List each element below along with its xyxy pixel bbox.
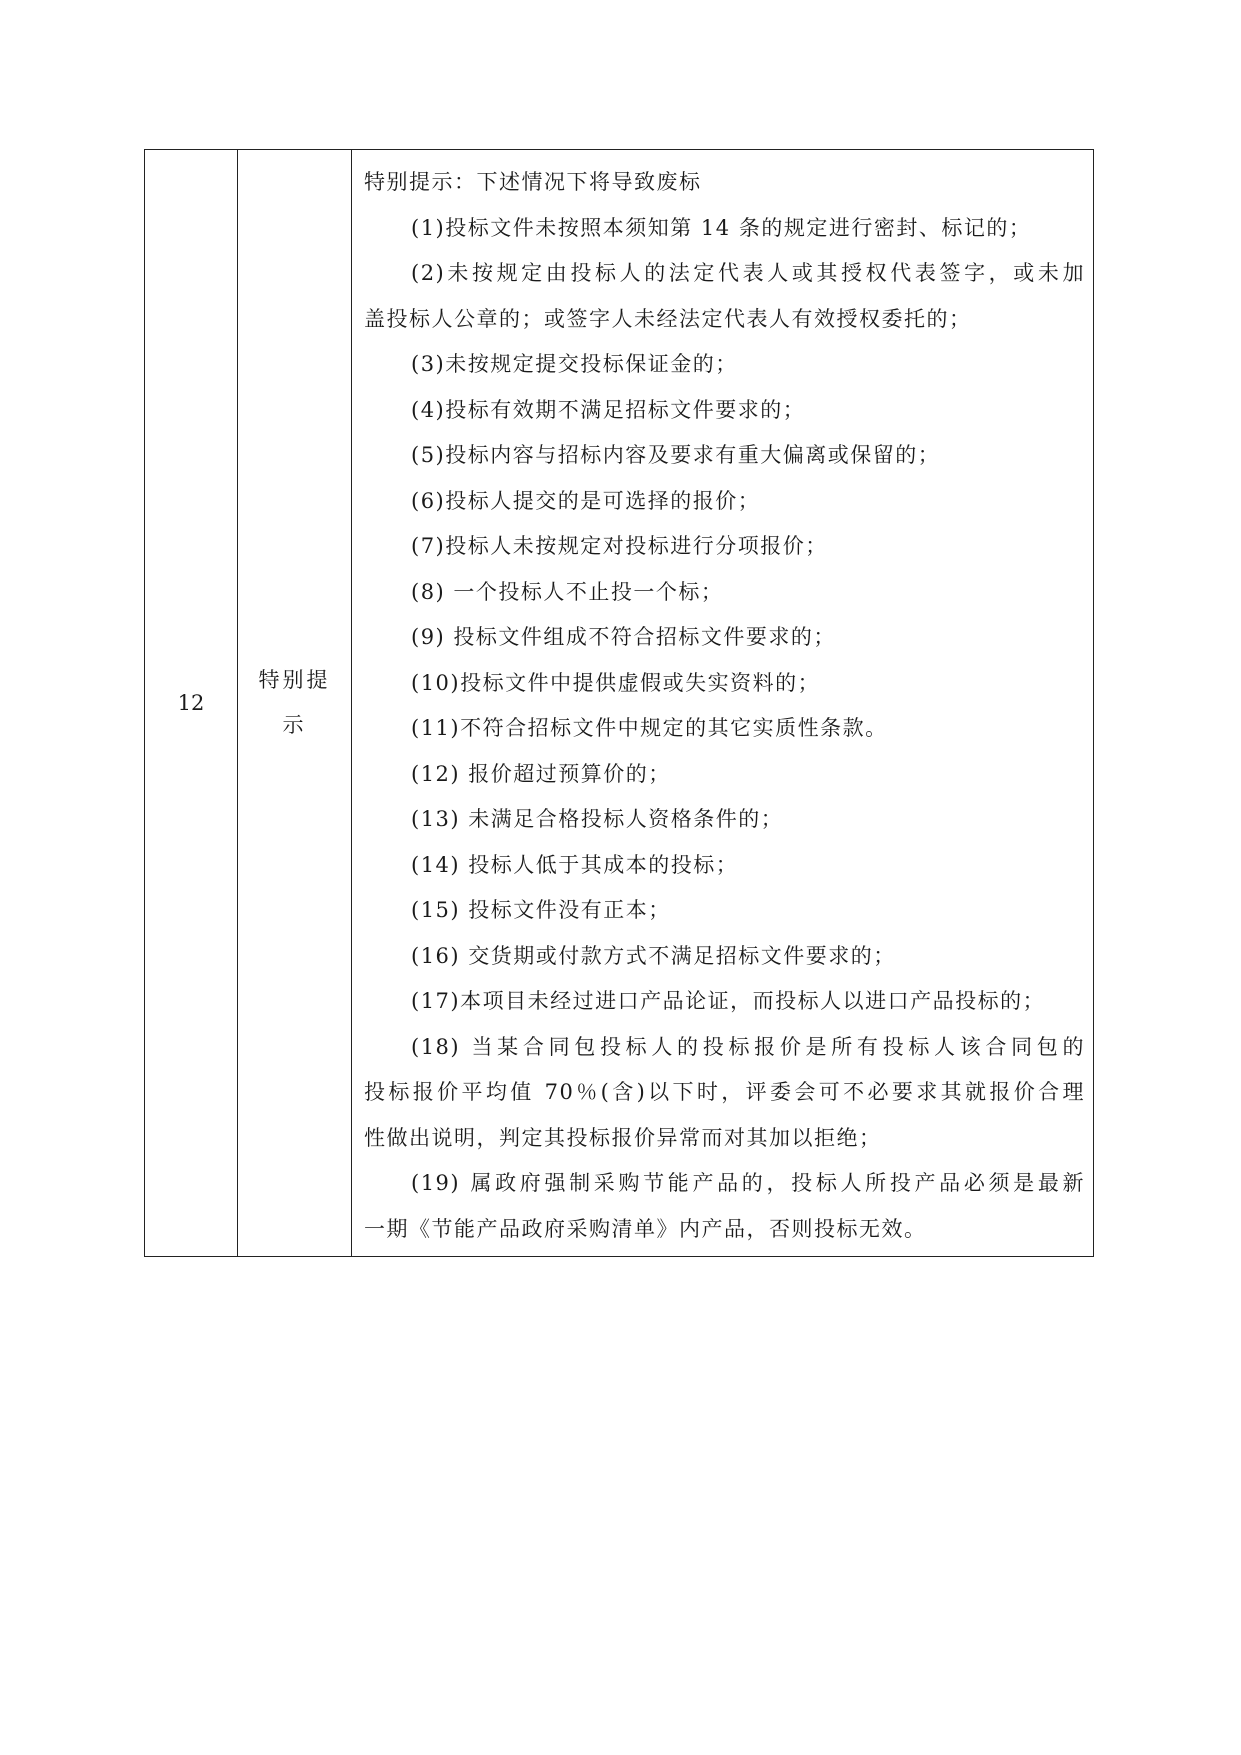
table-row: [145, 150, 1094, 1257]
heading-line: 特别提示：下述情况下将导致废标: [364, 170, 702, 194]
list-item: (15) 投标文件没有正本；: [411, 898, 671, 922]
row-label-cell: [238, 150, 352, 1257]
content-lines: [364, 160, 1085, 1252]
list-item: (13) 未满足合格投标人资格条件的；: [411, 807, 784, 831]
list-item: (4)投标有效期不满足招标文件要求的；: [411, 397, 806, 422]
list-item: (14) 投标人低于其成本的投标；: [411, 852, 739, 877]
row-content-cell: [352, 150, 1094, 1257]
list-item-continuation: 投标报价平均值 70％(含)以下时，评委会可不必要求其就报价合理: [364, 1080, 1085, 1104]
list-item: (1)投标文件未按照本须知第 14 条的规定进行密封、标记的；: [411, 215, 1032, 240]
list-item: (5)投标内容与招标内容及要求有重大偏离或保留的；: [411, 443, 941, 467]
list-item: (17)本项目未经过进口产品论证，而投标人以进口产品投标的；: [411, 989, 1046, 1013]
list-item: (12) 报价超过预算价的；: [411, 761, 671, 786]
row-label: 特别提示: [258, 668, 331, 737]
list-item: (11)不符合招标文件中规定的其它实质性条款。: [411, 716, 888, 740]
list-item: (2)未按规定由投标人的法定代表人或其授权代表签字，或未加: [411, 261, 1085, 285]
list-item: (19) 属政府强制采购节能产品的，投标人所投产品必须是最新: [411, 1171, 1085, 1195]
row-number-cell: [145, 150, 238, 1257]
list-item: (6)投标人提交的是可选择的报价；: [411, 488, 761, 513]
requirements-table: [144, 149, 1094, 1257]
list-item-continuation: 盖投标人公章的；或签字人未经法定代表人有效授权委托的；: [364, 306, 972, 331]
list-item: (8) 一个投标人不止投一个标；: [411, 579, 724, 604]
list-item-continuation: 一期《节能产品政府采购清单》内产品，否则投标无效。: [364, 1216, 927, 1241]
list-item: (7)投标人未按规定对投标进行分项报价；: [411, 534, 828, 558]
list-item: (18) 当某合同包投标人的投标报价是所有投标人该合同包的: [411, 1034, 1085, 1059]
list-item-continuation: 性做出说明，判定其投标报价异常而对其加以拒绝；: [364, 1125, 882, 1150]
list-item: (3)未按规定提交投标保证金的；: [411, 352, 738, 376]
list-item: (10)投标文件中提供虚假或失实资料的；: [411, 670, 821, 695]
list-item: (16) 交货期或付款方式不满足招标文件要求的；: [411, 943, 896, 968]
row-number: 12: [177, 691, 205, 715]
list-item: (9) 投标文件组成不符合招标文件要求的；: [411, 625, 836, 649]
